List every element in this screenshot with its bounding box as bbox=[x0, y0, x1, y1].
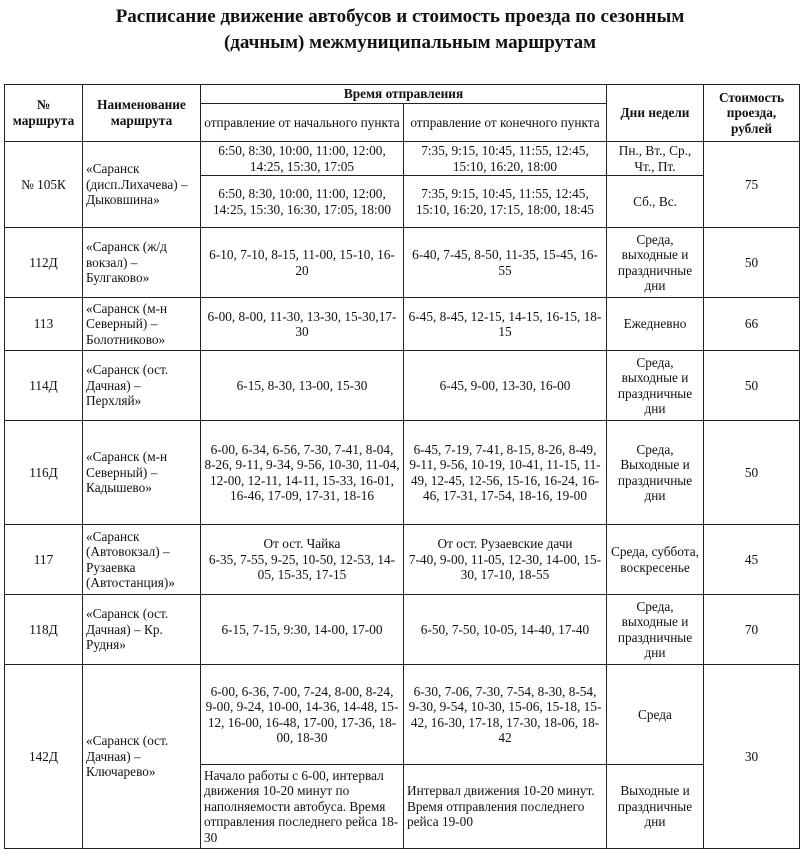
days-of-week: Среда, выходные и праздничные дни bbox=[607, 228, 704, 298]
route-name: «Саранск (ж/д вокзал) – Булгаково» bbox=[83, 228, 201, 298]
route-number: № 105К bbox=[5, 142, 83, 228]
header-price: Стоимость проезда, рублей bbox=[704, 85, 800, 142]
table-row bbox=[5, 421, 800, 525]
table-row bbox=[5, 595, 800, 665]
days-of-week: Среда bbox=[607, 665, 704, 765]
route-number: 118Д bbox=[5, 595, 83, 665]
price: 50 bbox=[704, 228, 800, 298]
departure-end: 6-45, 7-19, 7-41, 8-15, 8-26, 8-49, 9-11, 9-56, 10-19, 10-41, 11-15, 11-49, 12-45, 12-56, 15-16, 16-24, 16-46, 17-31, 17-54, 18-16, 19-00 bbox=[404, 421, 607, 525]
route-name: «Саранск (ост. Дачная) – Ключарево» bbox=[83, 665, 201, 849]
price: 50 bbox=[704, 421, 800, 525]
title-line-2: (дачным) межмуниципальным маршрутам bbox=[223, 32, 597, 53]
departure-start-cell bbox=[201, 525, 404, 595]
departure-start-note: Начало работы с 6-00, интервал движения 10-20 минут по наполняемости автобуса. Время отправления последнего рейса 18-30 bbox=[201, 765, 404, 849]
departure-end-cell bbox=[404, 525, 607, 595]
table-row bbox=[5, 298, 800, 351]
route-name: «Саранск (Автовокзал) – Рузаевка (Автостанция)» bbox=[83, 525, 201, 595]
table-row bbox=[5, 228, 800, 298]
departure-start: 6:50, 8:30, 10:00, 11:00, 12:00, 14:25, 15:30, 17:05 bbox=[201, 142, 404, 176]
days-of-week: Выходные и праздничные дни bbox=[607, 765, 704, 849]
route-name: «Саранск (м-н Северный) – Кадышево» bbox=[83, 421, 201, 525]
departure-start-stop: От ост. Чайка bbox=[263, 536, 341, 552]
route-number: 117 bbox=[5, 525, 83, 595]
price: 66 bbox=[704, 298, 800, 351]
departure-end: 7-40, 9-00, 11-05, 12-30, 14-00, 15-30, 17-10, 18-55 bbox=[408, 551, 602, 583]
table-row bbox=[5, 142, 800, 176]
header-from-end: отправление от конечного пункта bbox=[404, 104, 607, 142]
table-row bbox=[5, 351, 800, 421]
header-departure-time: Время отправления bbox=[201, 85, 607, 104]
route-number: 113 bbox=[5, 298, 83, 351]
route-name: «Саранск (ост. Дачная) – Кр. Рудня» bbox=[83, 595, 201, 665]
route-number: 114Д bbox=[5, 351, 83, 421]
days-of-week: Пн., Вт., Ср., Чт., Пт. bbox=[607, 142, 704, 176]
header-from-start: отправление от начального пункта bbox=[201, 104, 404, 142]
price: 75 bbox=[704, 142, 800, 228]
departure-end: 6-50, 7-50, 10-05, 14-40, 17-40 bbox=[404, 595, 607, 665]
title-line-1: Расписание движение автобусов и стоимость проезда по сезонным bbox=[115, 6, 685, 27]
route-number: 142Д bbox=[5, 665, 83, 849]
departure-end: 7:35, 9:15, 10:45, 11:55, 12:45, 15:10, 16:20, 17:15, 18:00, 18:45 bbox=[404, 176, 607, 228]
table-row bbox=[5, 525, 800, 595]
departure-end: 6-40, 7-45, 8-50, 11-35, 15-45, 16-55 bbox=[404, 228, 607, 298]
header-days: Дни недели bbox=[607, 85, 704, 142]
route-number: 112Д bbox=[5, 228, 83, 298]
days-of-week: Среда, выходные и праздничные дни bbox=[607, 595, 704, 665]
days-of-week: Сб., Вс. bbox=[607, 176, 704, 228]
departure-start: 6-00, 8-00, 11-30, 13-30, 15-30,17-30 bbox=[201, 298, 404, 351]
departure-start: 6-15, 8-30, 13-00, 15-30 bbox=[201, 351, 404, 421]
route-name: «Саранск (м-н Северный) – Болотниково» bbox=[83, 298, 201, 351]
schedule-table bbox=[4, 84, 800, 849]
departure-start: 6-15, 7-15, 9:30, 14-00, 17-00 bbox=[201, 595, 404, 665]
header-route-name: Наименование маршрута bbox=[83, 85, 201, 142]
departure-end: 6-45, 8-45, 12-15, 14-15, 16-15, 18-15 bbox=[404, 298, 607, 351]
document-title bbox=[0, 4, 800, 56]
days-of-week: Среда, Выходные и праздничные дни bbox=[607, 421, 704, 525]
route-number: 116Д bbox=[5, 421, 83, 525]
days-of-week: Среда, выходные и праздничные дни bbox=[607, 351, 704, 421]
price: 50 bbox=[704, 351, 800, 421]
days-of-week: Ежедневно bbox=[607, 298, 704, 351]
route-name: «Саранск (ост. Дачная) – Перхляй» bbox=[83, 351, 201, 421]
departure-end: 7:35, 9:15, 10:45, 11:55, 12:45, 15:10, 16:20, 18:00 bbox=[404, 142, 607, 176]
departure-end: 6-30, 7-06, 7-30, 7-54, 8-30, 8-54, 9-30, 9-54, 10-30, 15-06, 15-18, 15-42, 16-30, 17-18, 17-30, 18-06, 18-42 bbox=[404, 665, 607, 765]
departure-start: 6:50, 8:30, 10:00, 11:00, 12:00, 14:25, 15:30, 16:30, 17:05, 18:00 bbox=[201, 176, 404, 228]
header-route-number: № маршрута bbox=[5, 85, 83, 142]
departure-end-stop: От ост. Рузаевские дачи bbox=[437, 536, 573, 552]
departure-start: 6-00, 6-36, 7-00, 7-24, 8-00, 8-24, 9-00, 9-24, 10-00, 14-36, 14-48, 15-12, 16-00, 16-48, 17-00, 17-36, 18-00, 18-30 bbox=[201, 665, 404, 765]
route-name: «Саранск (дисп.Лихачева) – Дыковшина» bbox=[83, 142, 201, 228]
price: 45 bbox=[704, 525, 800, 595]
days-of-week: Среда, суббота, воскресенье bbox=[607, 525, 704, 595]
departure-start: 6-35, 7-55, 9-25, 10-50, 12-53, 14-05, 15-35, 17-15 bbox=[208, 551, 396, 583]
departure-start: 6-00, 6-34, 6-56, 7-30, 7-41, 8-04, 8-26, 9-11, 9-34, 9-56, 10-30, 11-04, 12-00, 12-11, 14-11, 15-33, 16-01, 16-46, 17-09, 17-31, 18-16 bbox=[201, 421, 404, 525]
price: 70 bbox=[704, 595, 800, 665]
departure-end-note: Интервал движения 10-20 минут. Время отправления последнего рейса 19-00 bbox=[404, 765, 607, 849]
table-row bbox=[5, 665, 800, 765]
price: 30 bbox=[704, 665, 800, 849]
departure-start: 6-10, 7-10, 8-15, 11-00, 15-10, 16-20 bbox=[201, 228, 404, 298]
departure-end: 6-45, 9-00, 13-30, 16-00 bbox=[404, 351, 607, 421]
